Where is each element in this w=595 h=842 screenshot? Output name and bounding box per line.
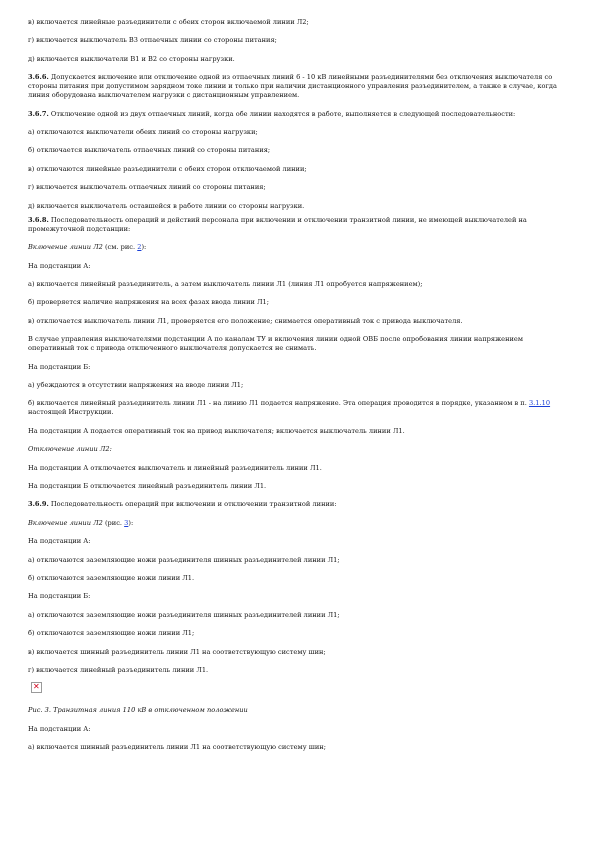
clause-3-6-8 — [28, 216, 569, 234]
paragraph: а) включается линейный разъединитель, а затем выключатель линии Л1 (линия Л1 опробуется напряжением); — [28, 280, 423, 289]
subheading-label: Включение линии Л2 — [28, 518, 103, 527]
figure-2-link[interactable]: 2 — [137, 243, 142, 252]
figure-caption: Рис. 3. Транзитная линия 110 кВ в отключенном положении — [28, 706, 248, 715]
paragraph: в) отключается выключатель линии Л1, проверяется его положение; снимается оперативный ток с привода выключателя. — [28, 316, 463, 325]
paragraph: а) отключаются заземляющие ножи разъединителя шинных разъединителей линии Л1; — [28, 610, 340, 619]
clause-text: Допускается включение или отключение одной из отпаечных линий 6 - 10 кВ линейными разъединителями без отключения выключателя со стороны питания при допустимом зарядном токе линии и только при наличии дистанционного управления разъединителем, а также в случае, когда линия оборудована выключателем нагрузки с дистанционным управлением. — [28, 73, 557, 100]
subheading-disable-line: Отключение линии Л2: — [28, 445, 112, 454]
paragraph: б) отключаются заземляющие ножи линии Л1. — [28, 573, 195, 582]
subheading-ref: (рис. — [102, 518, 125, 527]
clause-number: 3.6.9. — [28, 500, 49, 509]
paragraph: б) отключаются заземляющие ножи линии Л1; — [28, 629, 195, 638]
broken-image-icon — [31, 682, 42, 693]
clause-number: 3.6.7. — [28, 109, 49, 118]
paragraph: На подстанции А: — [28, 261, 91, 270]
paragraph: в) включается шинный разъединитель линии Л1 на соответствующую систему шин; — [28, 647, 326, 656]
clause-number: 3.6.6. — [28, 73, 49, 82]
subheading-ref: (см. рис. — [102, 243, 138, 252]
paragraph — [28, 399, 569, 417]
clause-3-6-6 — [28, 73, 569, 100]
paragraph: г) включается выключатель В3 отпаечных линии со стороны питания; — [28, 36, 277, 45]
subheading-label: Включение линии Л2 — [28, 243, 103, 252]
clause-3-1-10-link[interactable]: 3.1.10 — [528, 399, 551, 408]
paragraph: г) включается выключатель отпаечных линий со стороны питания; — [28, 183, 266, 192]
clause-text: Отключение одной из двух отпаечных линий, когда обе линии находятся в работе, выполняется в следующей последовательности: — [48, 109, 516, 118]
paragraph: На подстанции Б отключается линейный разъединитель линии Л1. — [28, 481, 267, 490]
subheading-ref-end: ): — [128, 518, 134, 527]
paragraph-text-end: настоящей Инструкции. — [28, 408, 114, 417]
paragraph: д) включается выключатель оставшейся в работе линии со стороны нагрузки. — [28, 201, 305, 210]
subheading-ref-end: ): — [141, 243, 147, 252]
subheading-enable-line — [28, 519, 569, 528]
paragraph: На подстанции А подается оперативный ток на привод выключателя; включается выключатель линии Л1. — [28, 426, 405, 435]
clause-text: Последовательность операций и действий персонала при включении и отключении транзитной линии, не имеющей выключателей на промежуточной подстанции: — [28, 215, 527, 233]
clause-3-6-7 — [28, 110, 569, 119]
paragraph: На подстанции Б: — [28, 592, 91, 601]
paragraph: в) включается линейные разъединители с обеих сторон включаемой линии Л2; — [28, 18, 309, 26]
paragraph: На подстанции А отключается выключатель и линейный разъединитель линии Л1. — [28, 463, 322, 472]
broken-image-x: ✕ — [33, 682, 40, 692]
paragraph: г) включается линейный разъединитель линии Л1. — [28, 665, 209, 674]
paragraph: а) убеждаются в отсутствии напряжения на вводе линии Л1; — [28, 381, 244, 390]
paragraph: а) отключаются выключатели обеих линий со стороны нагрузки; — [28, 127, 258, 136]
clause-text: Последовательность операций при включении и отключении транзитной линии: — [48, 500, 337, 509]
paragraph: а) отключаются заземляющие ножи разъединителя шинных разъединителей линии Л1; — [28, 555, 340, 564]
paragraph-text: б) включается линейный разъединитель линии Л1 - на линию Л1 подается напряжение. Эта операция проводится в порядке, указанном в п. — [28, 399, 529, 408]
clause-number: 3.6.8. — [28, 215, 49, 224]
subheading-enable-line — [28, 243, 569, 252]
paragraph: а) включается шинный разъединитель линии Л1 на соответствующую систему шин; — [28, 743, 326, 752]
figure-3-link[interactable]: 3 — [124, 518, 129, 527]
paragraph: в) отключаются линейные разъединители с обеих сторон отключаемой линии; — [28, 164, 307, 173]
paragraph: б) отключается выключатель отпаечных линий со стороны питания; — [28, 146, 271, 155]
paragraph: На подстанции Б: — [28, 362, 91, 371]
clause-3-6-9 — [28, 500, 569, 509]
paragraph: б) проверяется наличие напряжения на всех фазах ввода линии Л1; — [28, 298, 269, 307]
paragraph: В случае управления выключателями подстанции А по каналам ТУ и включения линии одной ОВБ после опробования линии напряжением оперативный ток с привода отключенного выключателя допускается не снимать. — [28, 335, 523, 353]
paragraph: На подстанции А: — [28, 724, 91, 733]
paragraph: На подстанции А: — [28, 537, 91, 546]
paragraph: д) включается выключатели В1 и В2 со стороны нагрузки. — [28, 54, 235, 63]
